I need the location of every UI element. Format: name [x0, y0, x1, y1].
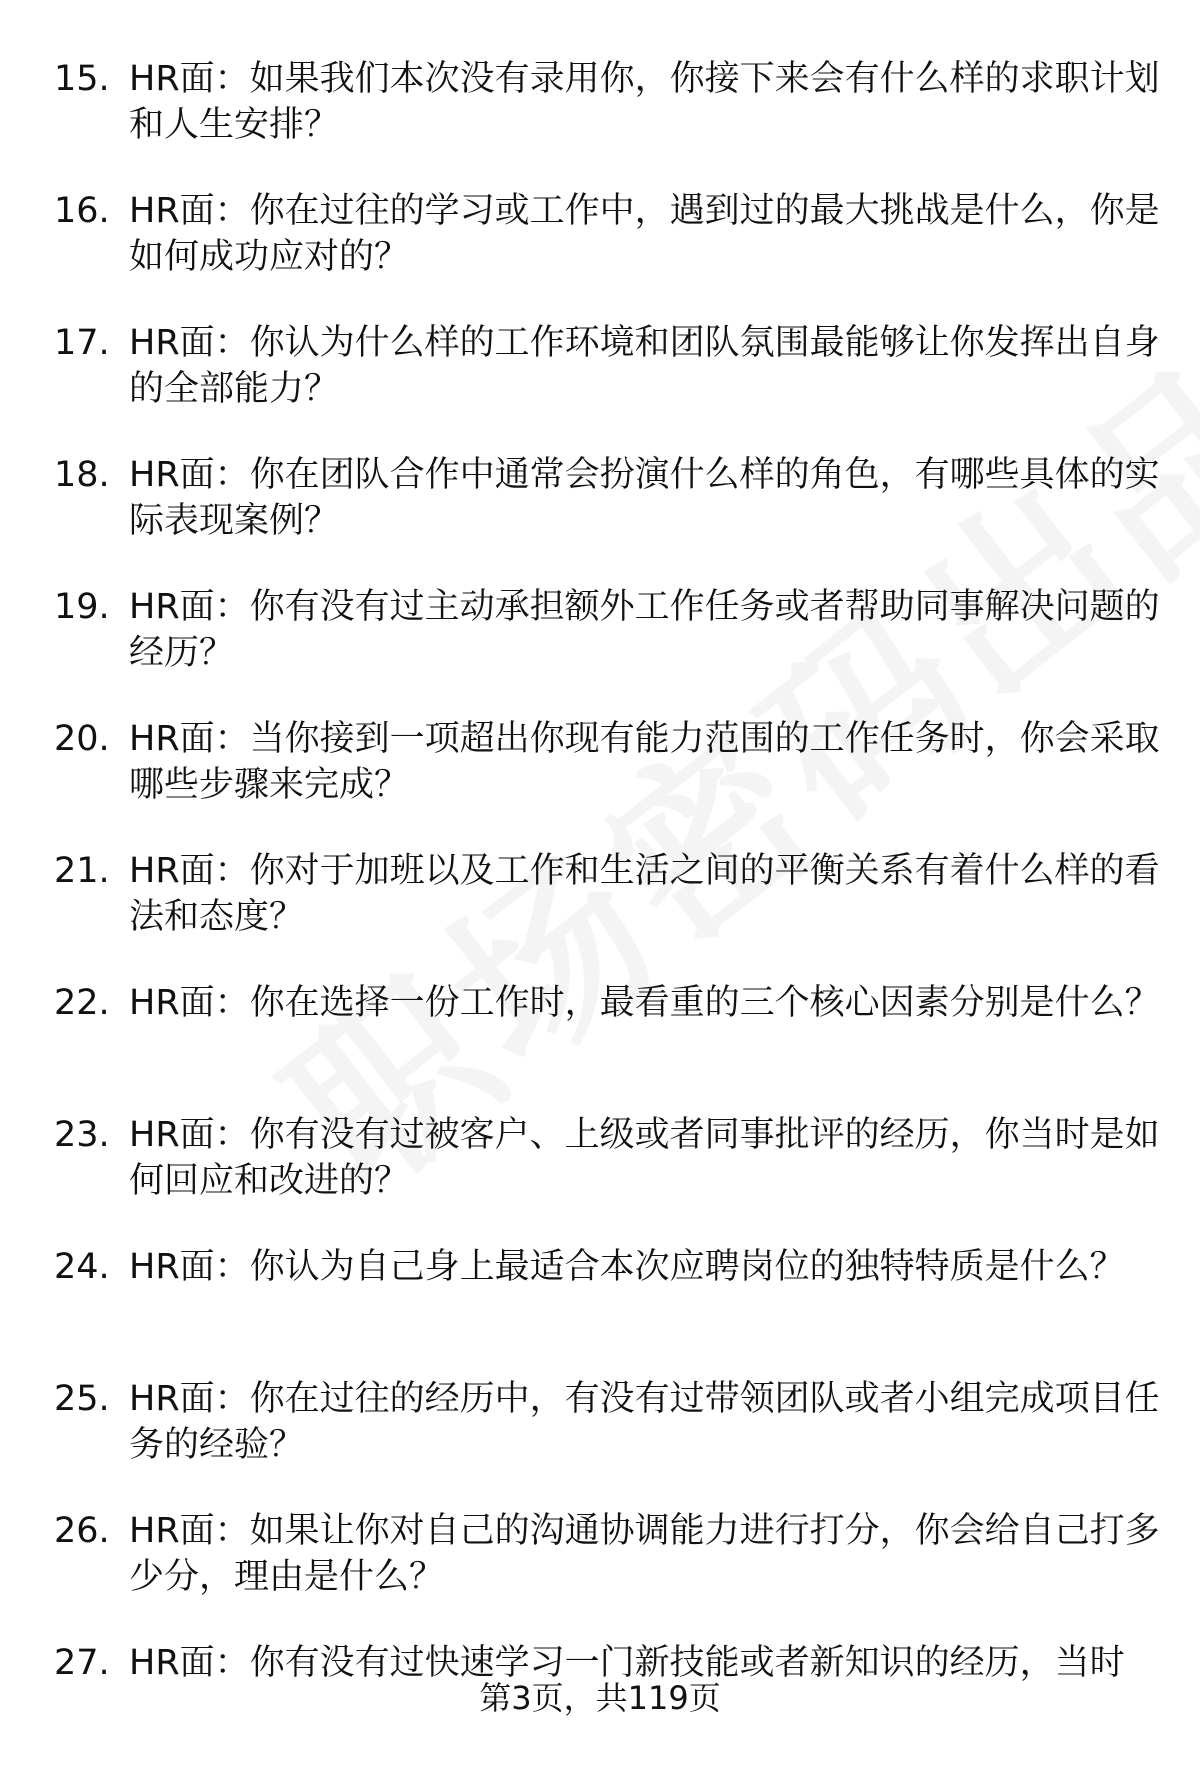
list-item [0, 1244, 1200, 1376]
question-number: 24. [54, 1247, 110, 1287]
list-item [0, 1376, 1200, 1508]
question-text: HR面：如果我们本次没有录用你，你接下来会有什么样的求职计划和人生安排？ [129, 59, 1160, 145]
question-text: HR面：当你接到一项超出你现有能力范围的工作任务时，你会采取哪些步骤来完成？ [129, 719, 1160, 805]
list-item [0, 188, 1200, 320]
question-number: 25. [54, 1379, 110, 1419]
question-text: HR面：你对于加班以及工作和生活之间的平衡关系有着什么样的看法和态度？ [129, 851, 1160, 937]
list-item [0, 452, 1200, 584]
question-number: 20. [54, 719, 110, 759]
question-text: HR面：你有没有过主动承担额外工作任务或者帮助同事解决问题的经历？ [129, 587, 1160, 673]
list-item [0, 56, 1200, 188]
question-text: HR面：你有没有过快速学习一门新技能或者新知识的经历，当时 [129, 1643, 1125, 1683]
question-list [0, 56, 1200, 1772]
question-number: 27. [54, 1643, 110, 1683]
question-text: HR面：你在选择一份工作时，最看重的三个核心因素分别是什么？ [129, 983, 1160, 1023]
list-item [0, 1112, 1200, 1244]
question-number: 19. [54, 587, 110, 627]
question-text: HR面：如果让你对自己的沟通协调能力进行打分，你会给自己打多少分，理由是什么？ [129, 1511, 1160, 1597]
question-number: 23. [54, 1115, 110, 1155]
question-number: 18. [54, 455, 110, 495]
question-number: 16. [54, 191, 110, 231]
question-text: HR面：你在过往的经历中，有没有过带领团队或者小组完成项目任务的经验？ [129, 1379, 1160, 1465]
list-item [0, 848, 1200, 980]
question-number: 21. [54, 851, 110, 891]
question-number: 22. [54, 983, 110, 1023]
list-item [0, 1508, 1200, 1640]
question-number: 26. [54, 1511, 110, 1551]
list-item [0, 320, 1200, 452]
question-number: 17. [54, 323, 110, 363]
question-text: HR面：你有没有过被客户、上级或者同事批评的经历，你当时是如何回应和改进的？ [129, 1115, 1160, 1201]
list-item [0, 716, 1200, 848]
question-text: HR面：你认为什么样的工作环境和团队氛围最能够让你发挥出自身的全部能力？ [129, 323, 1160, 409]
question-text: HR面：你在团队合作中通常会扮演什么样的角色，有哪些具体的实际表现案例？ [129, 455, 1160, 541]
list-item [0, 584, 1200, 716]
page-footer: 第3页，共119页 [479, 1679, 721, 1717]
question-text: HR面：你认为自己身上最适合本次应聘岗位的独特特质是什么？ [129, 1247, 1125, 1287]
question-number: 15. [54, 59, 110, 99]
list-item [0, 980, 1200, 1112]
question-text: HR面：你在过往的学习或工作中，遇到过的最大挑战是什么，你是如何成功应对的？ [129, 191, 1160, 277]
